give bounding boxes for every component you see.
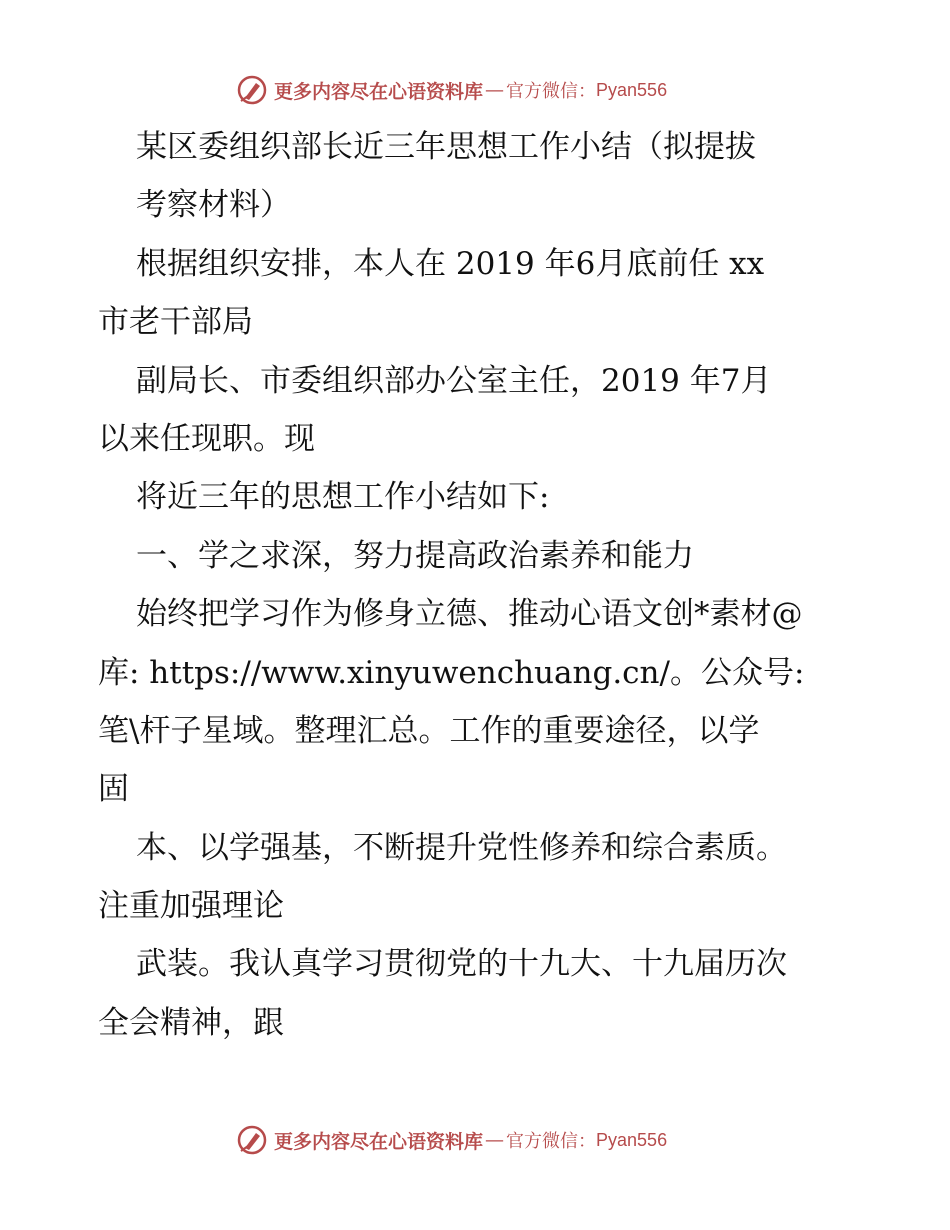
document-title-line-2: 考察材料）: [136, 187, 291, 224]
paragraph-line: 以来任现职。现: [98, 420, 315, 457]
watermark-main-text: 更多内容尽在心语资料库: [274, 80, 484, 103]
paragraph-line: 根据组织安排，本人在 2019 年6月底前任 xx: [136, 245, 765, 282]
watermark-wechat-label: 官方微信：: [506, 1131, 597, 1152]
paragraph-line: 注重加强理论: [98, 888, 284, 925]
paragraph-line: 固: [98, 771, 129, 808]
watermark-banner-bottom: [236, 1122, 716, 1158]
document-body: [98, 118, 858, 1052]
paragraph-line: 全会精神，跟: [98, 1004, 284, 1041]
watermark-banner-top: [236, 72, 716, 108]
quill-pen-logo-icon: [236, 74, 268, 106]
watermark-wechat-id: Pyan556: [596, 1129, 668, 1150]
quill-pen-logo-icon: [236, 1124, 268, 1156]
paragraph-line: 本、以学强基，不断提升党性修养和综合素质。: [136, 829, 787, 866]
paragraph-line: 笔\杆子星域。整理汇总。工作的重要途径，以学: [98, 712, 760, 749]
watermark-wechat-label: 官方微信：: [506, 81, 597, 102]
paragraph-line: 始终把学习作为修身立德、推动心语文创*素材@: [136, 596, 803, 633]
watermark-separator: —: [485, 1129, 505, 1151]
watermark-separator: —: [485, 79, 505, 101]
document-title-line-1: 某区委组织部长近三年思想工作小结（拟提拔: [136, 129, 756, 165]
paragraph-line: 市老干部局: [98, 304, 253, 341]
section-heading: 一、学之求深，努力提高政治素养和能力: [136, 537, 694, 574]
paragraph-line: 副局长、市委组织部办公室主任，2019 年7月: [136, 362, 772, 399]
watermark-wechat-id: Pyan556: [596, 79, 668, 100]
paragraph-line: 库: https://www.xinyuwenchuang.cn/。公众号:: [98, 654, 805, 691]
paragraph-line: 将近三年的思想工作小结如下:: [136, 479, 550, 516]
watermark-main-text: 更多内容尽在心语资料库: [274, 1130, 484, 1153]
paragraph-line: 武装。我认真学习贯彻党的十九大、十九届历次: [136, 946, 787, 983]
